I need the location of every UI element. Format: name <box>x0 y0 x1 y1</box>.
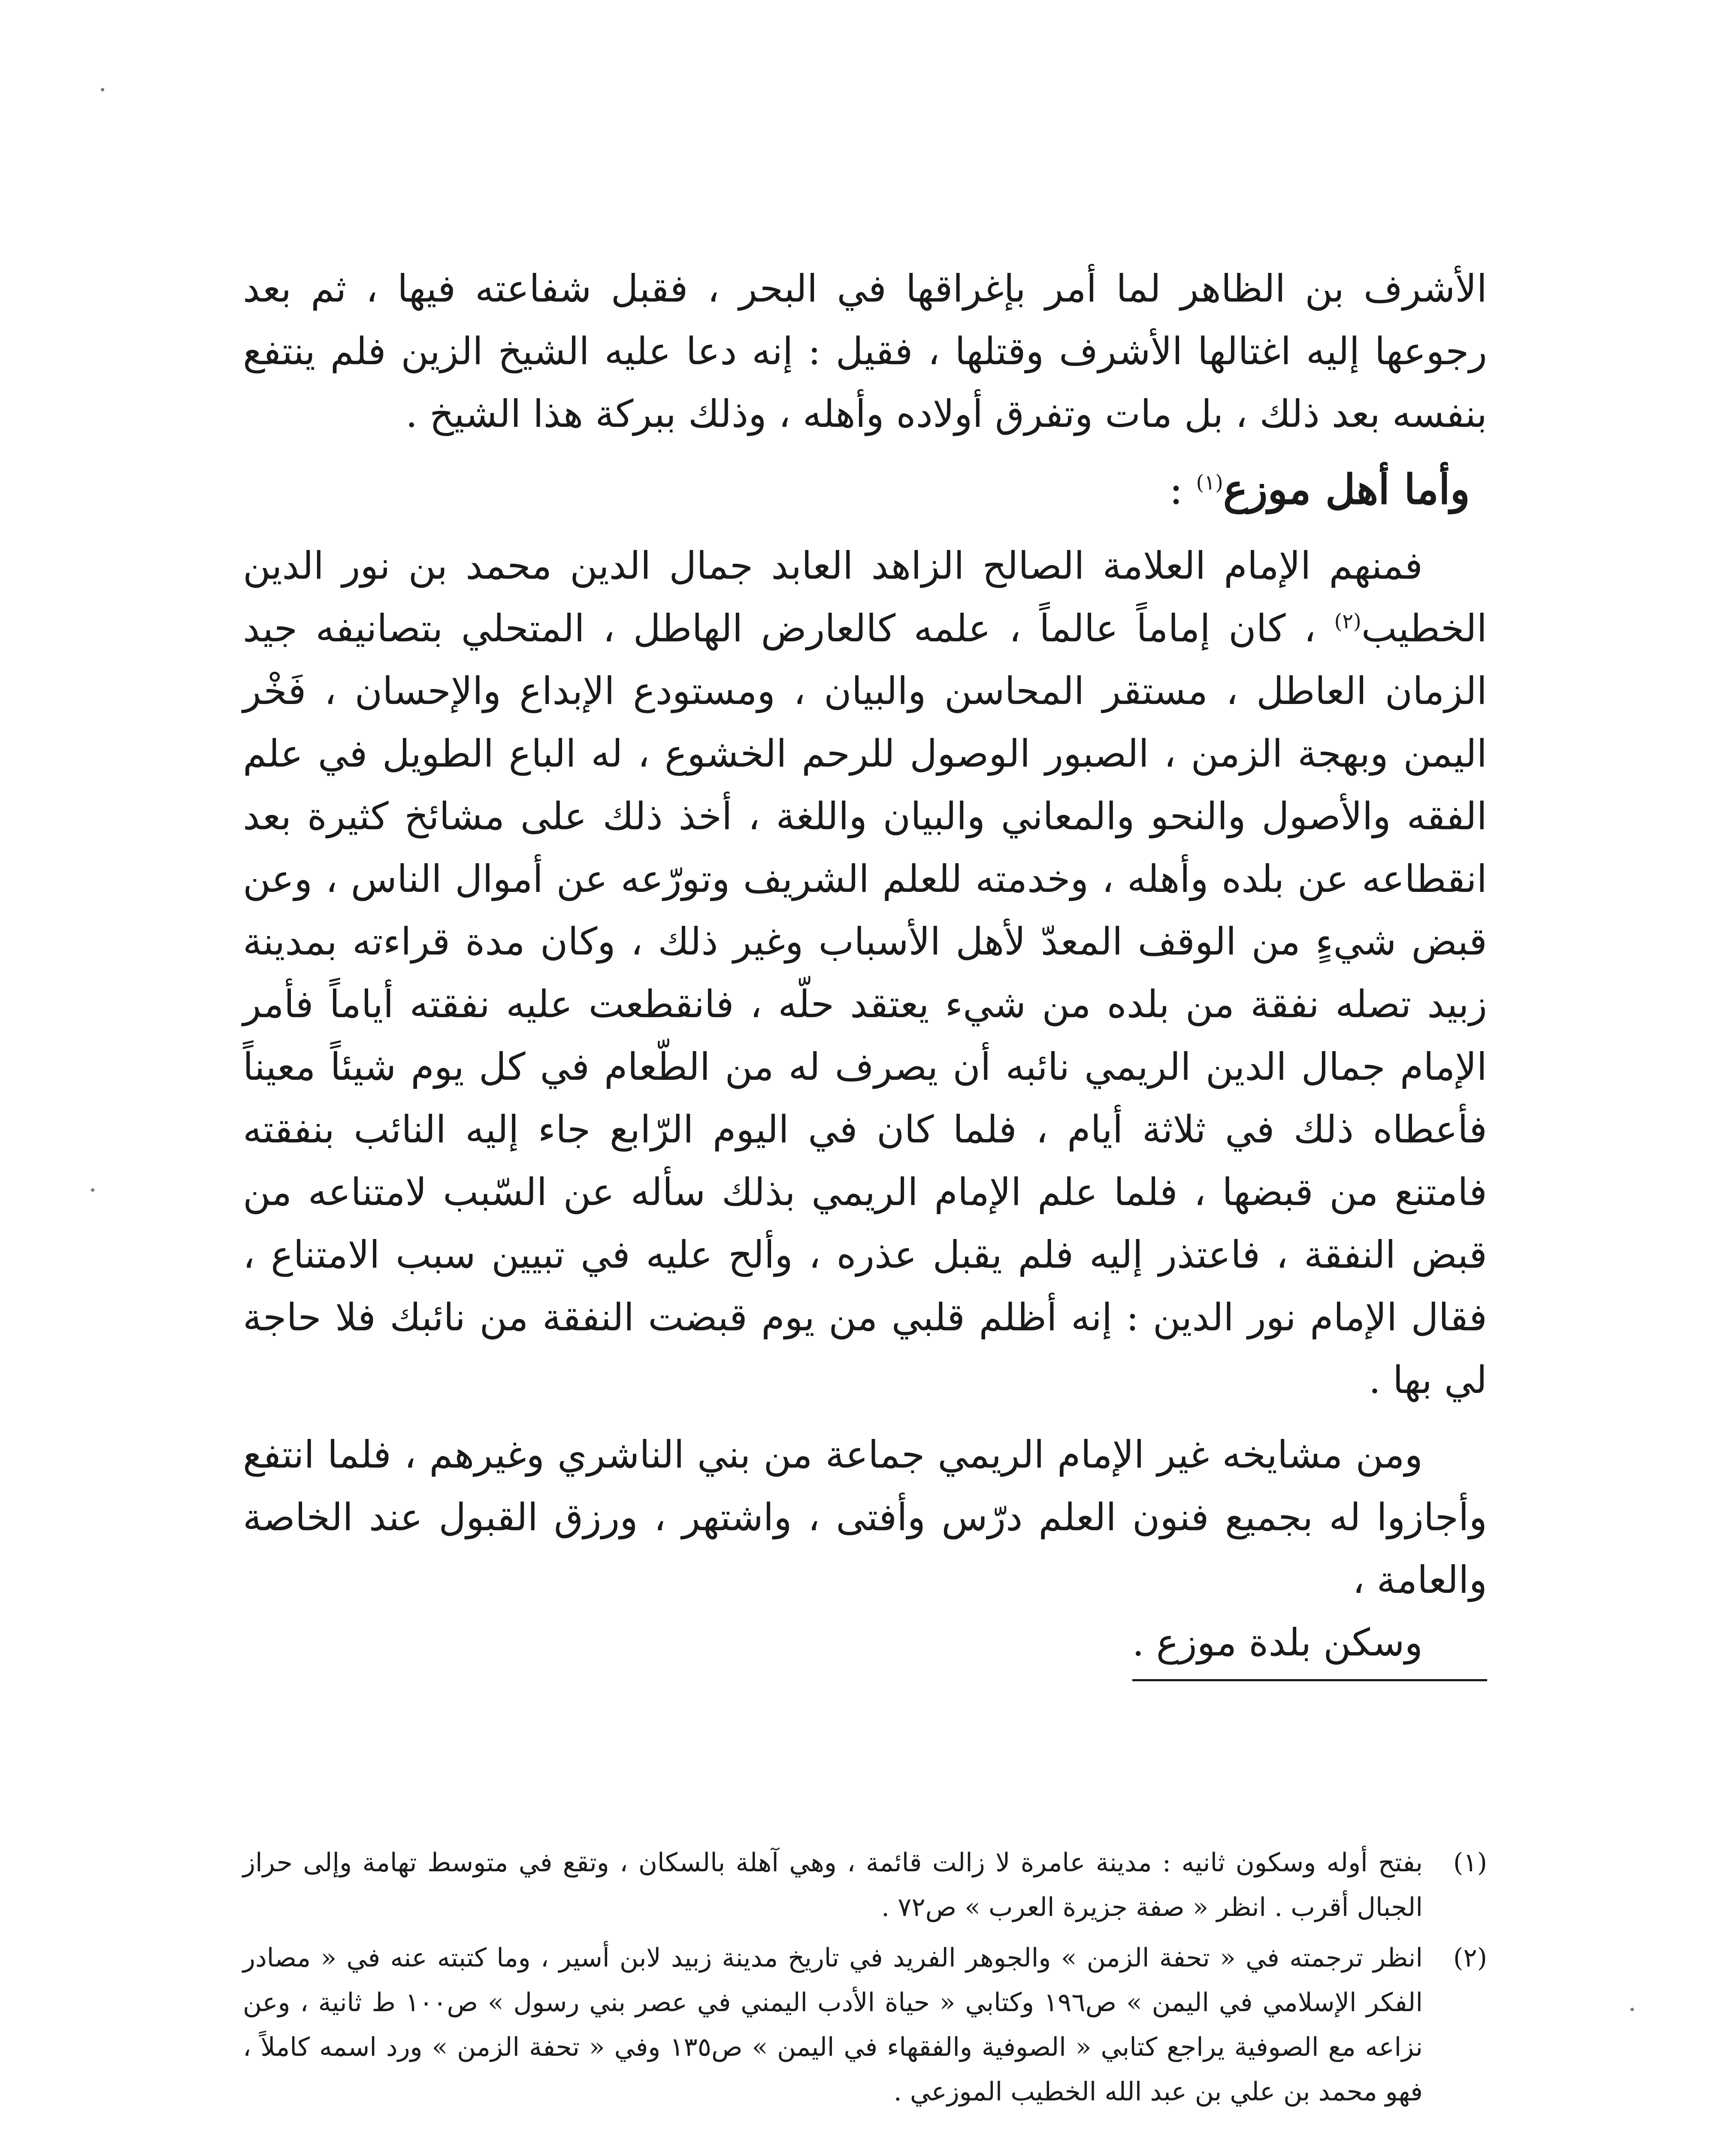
main-text <box>243 257 1487 1693</box>
footnote-ref-2: (٢) <box>1334 609 1361 634</box>
paragraph-2-part-2: ، كان إماماً عالماً ، علمه كالعارض الهاطل ، المتحلي بتصانيفه جيد الزمان العاطل ، مستقر المحاسن والبيان ، ومستودع الإبداع والإحسان ، فَخْر اليمن وبهجة الزمن ، الصبور الوصول للرحم الخشوع ، له الباع الطويل في علم الفقه والأصول والنحو والمعاني والبيان واللغة ، أخذ ذلك على مشائخ كثيرة بعد انقطاعه عن بلده وأهله ، وخدمته للعلم الشريف وتورّعه عن أموال الناس ، وعن قبض شيءٍ من الوقف المعدّ لأهل الأسباب وغير ذلك ، وكان مدة قراءته بمدينة زبيد تصله نفقة من بلده من شيء يعتقد حلّه ، فانقطعت عليه نفقته أياماً فأمر الإمام جمال الدين الريمي نائبه أن يصرف له من الطّعام في كل يوم شيئاً معيناً فأعطاه ذلك في ثلاثة أيام ، فلما كان في اليوم الرّابع جاء إليه النائب بنفقته فامتنع من قبضها ، فلما علم الإمام الريمي بذلك سأله عن السّبب لامتناعه من قبض النفقة ، فاعتذر إليه فلم يقبل عذره ، وألح عليه في تبيين سبب الامتناع ، فقال الإمام نور الدين : إنه أظلم قلبي من يوم قبضت النفقة من نائبك فلا حاجة لي بها . <box>243 606 1488 1402</box>
section-heading <box>243 457 1487 522</box>
footnote-number: (٢) <box>1453 1943 1487 1973</box>
scan-speck <box>101 88 104 91</box>
heading-colon: : <box>1169 465 1196 514</box>
footnote-2 <box>243 1936 1487 2114</box>
paragraph-2 <box>243 535 1487 1411</box>
paragraph-3-last-line: وسكن بلدة موزع . <box>1132 1611 1487 1681</box>
scan-speck <box>1630 2008 1634 2011</box>
footnote-number: (١) <box>1453 1848 1487 1878</box>
paragraph-3 <box>243 1423 1487 1681</box>
paragraph-3-text: ومن مشايخه غير الإمام الريمي جماعة من بني الناشري وغيرهم ، فلما انتفع وأجازوا له بجميع فنون العلم درّس وأفتى ، واشتهر ، ورزق القبول عند الخاصة والعامة ، <box>243 1432 1487 1602</box>
footnotes <box>243 1840 1487 2120</box>
footnote-1 <box>243 1840 1487 1930</box>
footnote-ref-1: (١) <box>1196 471 1223 495</box>
footnote-text: انظر ترجمته في « تحفة الزمن » والجوهر الفريد في تاريخ مدينة زبيد لابن أسير ، وما كتبته عنه في « مصادر الفكر الإسلامي في اليمن » ص١٩٦ وكتابي « حياة الأدب اليمني في عصر بني رسول » ص١٠٠ ط ثانية ، وعن نزاعه مع الصوفية يراجع كتابي « الصوفية والفقهاء في اليمن » ص١٣٥ وفي « تحفة الزمن » ورد اسمه كاملاً ، فهو محمد بن علي بن عبد الله الخطيب الموزعي . <box>243 1943 1423 2107</box>
paragraph-1: الأشرف بن الظاهر لما أمر بإغراقها في البحر ، فقبل شفاعته فيها ، ثم بعد رجوعها إليه اغتالها الأشرف وقتلها ، فقيل : إنه دعا عليه الشيخ الزين فلم ينتفع بنفسه بعد ذلك ، بل مات وتفرق أولاده وأهله ، وذلك ببركة هذا الشيخ . <box>243 266 1488 436</box>
paragraph-2-part-1: فمنهم الإمام العلامة الصالح الزاهد العابد جمال الدين محمد بن نور الدين الخطيب <box>243 544 1487 650</box>
section-heading-text: وأما أهل موزع <box>1223 465 1470 514</box>
scan-speck <box>91 1188 94 1192</box>
footnote-text: بفتح أوله وسكون ثانيه : مدينة عامرة لا زالت قائمة ، وهي آهلة بالسكان ، وتقع في متوسط تهامة وإلى حراز الجبال أقرب . انظر « صفة جزيرة العرب » ص٧٢ . <box>243 1848 1423 1922</box>
